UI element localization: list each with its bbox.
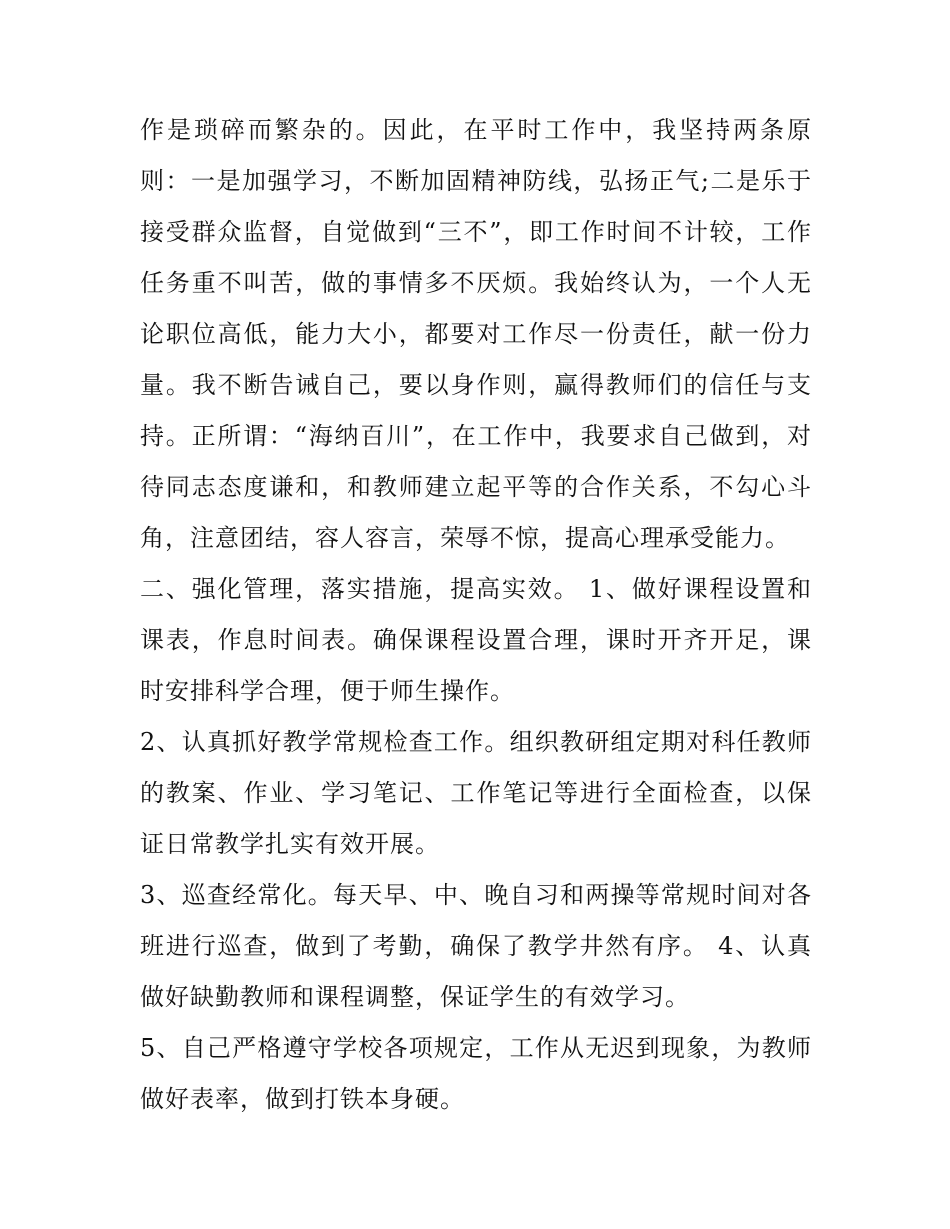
paragraph-inspection: 2、认真抓好教学常规检查工作。组织教研组定期对科任教师的教案、作业、学习笔记、工作笔记等进行全面检查，以保证日常教学扎实有效开展。 bbox=[140, 728, 812, 858]
paragraph-self-discipline: 5、自己严格遵守学校各项规定，工作从无迟到现象，为教师做好表率，做到打铁本身硬。 bbox=[140, 1034, 812, 1113]
paragraph-management: 二、强化管理，落实措施，提高实效。 1、做好课程设置和课表，作息时间表。确保课程设置合理，课时开齐开足，课时安排科学合理，便于师生操作。 bbox=[140, 575, 812, 705]
paragraph-principles: 作是琐碎而繁杂的。因此，在平时工作中，我坚持两条原则：一是加强学习，不断加固精神防线，弘扬正气;二是乐于接受群众监督，自觉做到“三不”，即工作时间不计较，工作任务重不叫苦，做的事情多不厌烦。我始终认为，一个人无论职位高低，能力大小，都要对工作尽一份责任，献一份力量。我不断告诫自己，要以身作则，赢得教师们的信任与支持。正所谓：“海纳百川”，在工作中，我要求自己做到，对待同志态度谦和，和教师建立起平等的合作关系，不勾心斗角，注意团结，容人容言，荣辱不惊，提高心理承受能力。 bbox=[140, 116, 812, 552]
document-body bbox=[140, 105, 812, 1125]
paragraph-patrol: 3、巡查经常化。每天早、中、晚自习和两操等常规时间对各班进行巡查，做到了考勤，确保了教学井然有序。 4、认真做好缺勤教师和课程调整，保证学生的有效学习。 bbox=[140, 881, 812, 1011]
